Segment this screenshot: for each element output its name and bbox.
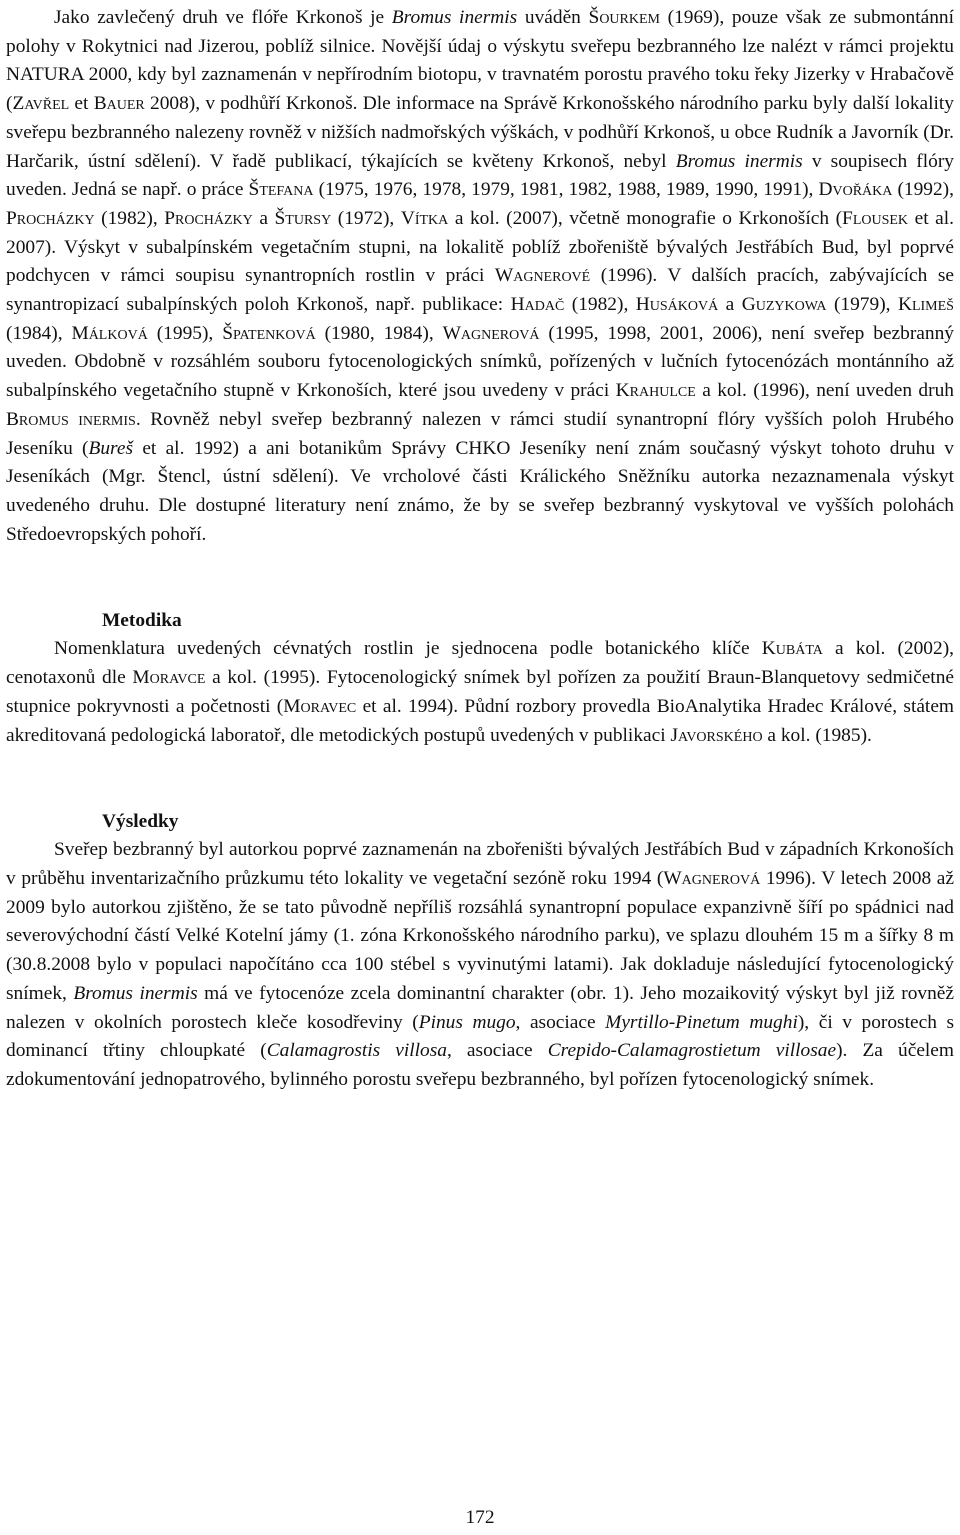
author-citation: Špatenková xyxy=(222,322,316,344)
author-citation: Málková xyxy=(71,322,148,344)
methods-paragraph: Nomenklatura uvedených cévnatých rostlin je sjednocena podle botanického klíče Kubáta a kol. (2002), cenotaxonů dle Moravce a kol. (1995). Fytocenologický snímek byl pořízen za použití Braun-Blanquetovy sedmičetné stupnice pokryvnosti a početnosti (Moravec et al. 1994). Půdní rozbory provedla BioAnalytika Hradec Králové, státem akreditovaná pedologická laboratoř, dle metodických postupů uvedených v publikaci Javorského a kol. (1985). xyxy=(6,638,955,746)
author-citation: Procházky xyxy=(6,207,95,229)
author-citation: Guzykowa xyxy=(741,294,827,316)
author-citation: Štefana xyxy=(248,179,314,201)
section-gap xyxy=(6,549,954,578)
intro-paragraph: Jako zavlečený druh ve flóře Krkonoš je Bromus inermis uváděn Šourkem (1969), pouze však ze submontánní polohy v Rokytnici nad Jizerou, poblíž silnice. Novější údaj o výskytu sveřepu bezbranného lze nalézt v rámci projektu NATURA 2000, kdy byl zaznamenán v nepřírodním biotopu, v travnatém porostu pravého toku řeky Jizerky v Hrabačově (Zavřel et Bauer 2008), v podhůří Krkonoš. Dle informace na Správě Krkonošského národního parku byly další lokality sveřepu bezbranného nalezeny rovněž v nižších nadmořských výškách, v podhůří Krkonoš, u obce Rudník a Javorník (Dr. Harčarik, ústní sdělení). V řadě publikací, týkajících se květeny Krkonoš, nebyl Bromus inermis v soupisech flóry uveden. Jedná se např. o práce Štefana (1975, 1976, 1978, 1979, 1981, 1982, 1988, 1989, 1990, 1991), Dvořáka (1992), Procházky (1982), Procházky a Štursy (1972), Vítka a kol. (2007), včetně monografie o Krkonoších (Flousek et al. 2007). Výskyt v subalpínském vegetačním stupni, na lokalitě poblíž zbořeniště bývalých Jestřábích Bud, byl poprvé podchycen v rámci soupisu synantropních rostlin v práci Wagnerové (1996). V dalších pracích, zabývajících se synantropizací subalpínských poloh Krkonoš, např. publikace: Hadač (1982), Husáková a Guzykowa (1979), Klimeš (1984), Málková (1995), Špatenková (1980, 1984), Wagnerová (1995, 1998, 2001, 2006), není sveřep bezbranný uveden. Obdobně v rozsáhlém souboru fytocenologických snímků, pořízených v lučních fytocenózách montánního až subalpínského vegetačního stupně v Krkonoších, které jsou uvedeny v práci Krahulce a kol. (1996), není uveden druh Bromus inermis. Rovněž nebyl sveřep bezbranný nalezen v rámci studií synantropní flóry vyšších poloh Hrubého Jeseníku (Bureš et al. 1992) a ani botanikům Správy CHKO Jeseníky není znám současný výskyt tohoto druhu v Jeseníkách (Mgr. Štencl, ústní sdělení). Ve vrcholové části Králického Sněžníku autorka nezaznamenala výskyt uvedeného druhu. Dle dostupné literatury není známo, že by se sveřep bezbranný vyskytoval ve vyšších polohách Středoevropských pohoří. xyxy=(6,7,955,545)
results-paragraph: Sveřep bezbranný byl autorkou poprvé zaznamenán na zbořeništi bývalých Jestřábích Bud v západních Krkonoších v průběhu inventarizačního průzkumu této lokality ve vegetační sezóně roku 1994 (Wagnerová 1996). V letech 2008 až 2009 bylo autorkou zjištěno, že se tato původně nepříliš rozsáhlá synantropní populace expanzivně šíří po spádnici nad severovýchodní částí Velké Kotelní jámy (1. zóna Krkonošského národního parku), ve splazu dlouhém 15 m a šířky 8 m (30.8.2008 bylo v populaci napočítáno cca 100 stébel s vyvinutými latami). Jak dokladuje následující fytocenologický snímek, Bromus inermis má ve fytocenóze zcela dominantní charakter (obr. 1). Jeho mozaikovitý výskyt byl již rovněž nalezen v okolních porostech kleče kosodřeviny (Pinus mugo, asociace Myrtillo-Pinetum mughi), či v porostech s dominancí třtiny chloupkaté (Calamagrostis villosa, asociace Crepido-Calamagrostietum villosae). Za účelem zdokumentování jednopatrového, bylinného porostu sveřepu bezbranného, byl pořízen fytocenologický snímek. xyxy=(6,839,954,1090)
author-citation: Moravce xyxy=(132,667,206,689)
section-heading-vysledky: Výsledky xyxy=(102,810,179,832)
author-citation: Šourkem xyxy=(588,7,660,28)
author-citation: Štursy xyxy=(274,207,332,229)
page-body xyxy=(6,4,954,1095)
author-citation: Wagnerová xyxy=(663,868,761,890)
author-citation: Klimeš xyxy=(897,294,954,316)
author-citation: Husáková xyxy=(635,294,719,316)
author-citation: Flousek xyxy=(842,207,909,229)
author-citation: Zavřel xyxy=(12,93,70,115)
author-citation: Procházky xyxy=(164,207,253,229)
section-heading-metodika: Metodika xyxy=(102,609,182,631)
page-number: 172 xyxy=(465,1507,495,1528)
author-citation: Krahulce xyxy=(615,380,696,402)
author-citation: Moravec xyxy=(283,695,357,717)
author-citation: Bromus inermis xyxy=(6,408,136,430)
section-gap xyxy=(6,578,954,607)
author-citation: Javorského xyxy=(670,724,763,746)
author-citation: Bauer xyxy=(93,93,145,115)
section-gap xyxy=(6,750,954,779)
author-citation: Hadač xyxy=(510,294,565,316)
author-citation: Kubáta xyxy=(761,638,823,660)
author-citation: Wagnerové xyxy=(494,265,591,287)
author-citation: Wagnerová xyxy=(442,322,540,344)
author-citation: Dvořáka xyxy=(818,179,893,201)
author-citation: Vítka xyxy=(400,207,449,229)
section-gap xyxy=(6,779,954,808)
